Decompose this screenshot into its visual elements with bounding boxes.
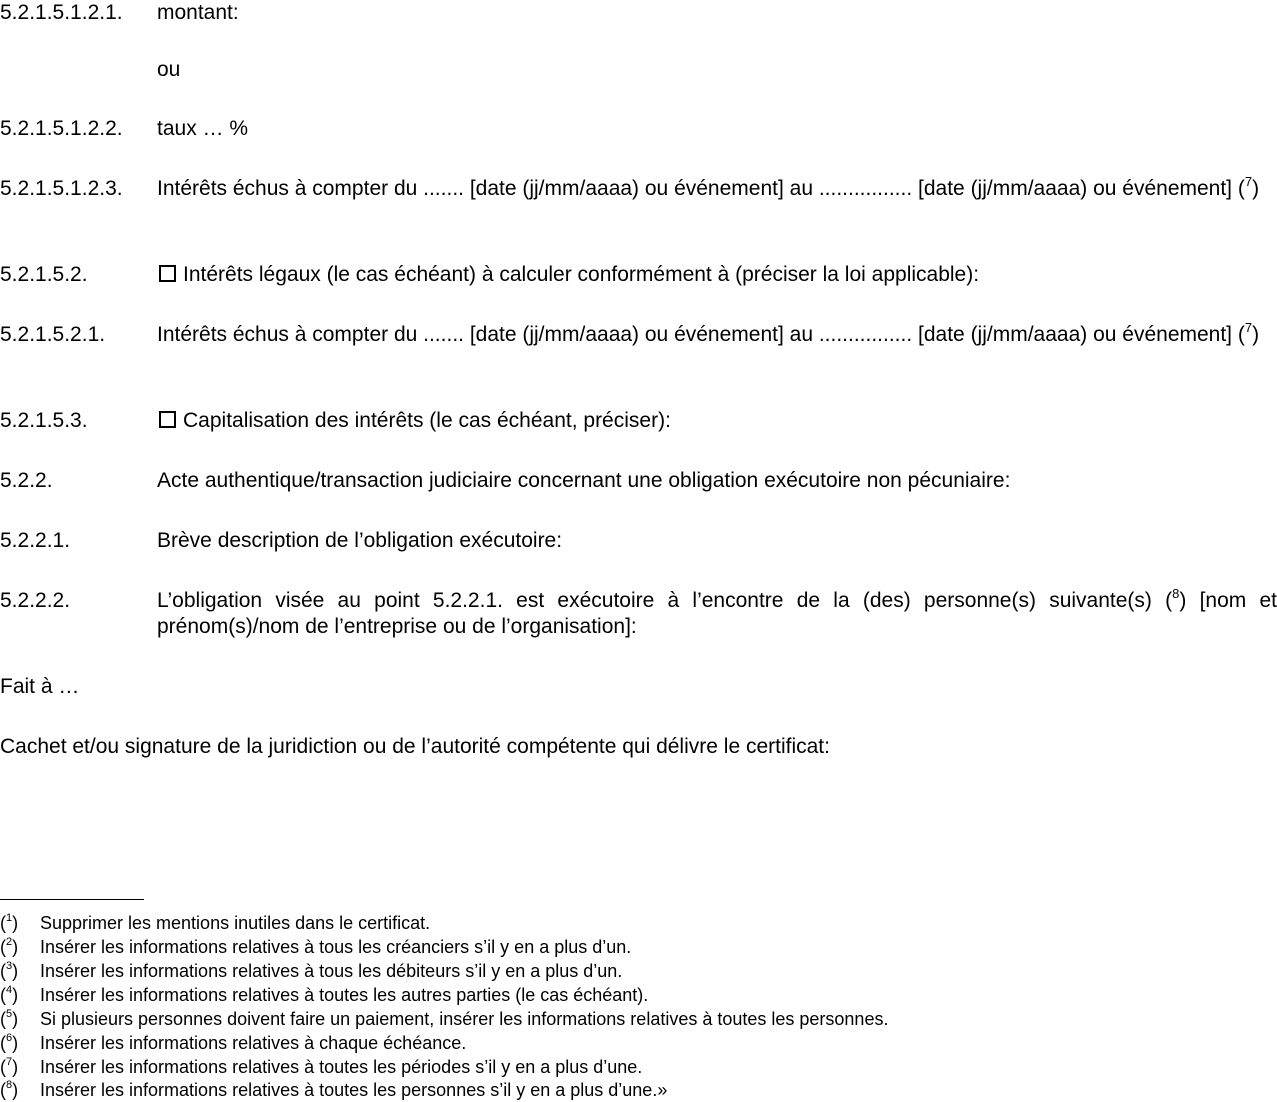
signature-text: Cachet et/ou signature de la juridiction ou de l’autorité compétente qui délivre le certificat: (0, 735, 830, 758)
footnote-text: Insérer les informations relatives à toutes les personnes s’il y en a plus d’une.» (40, 1080, 668, 1100)
paragraph-text: Intérêts légaux (le cas échéant) à calculer conformément à (préciser la loi applicable): (183, 263, 980, 286)
paragraph-number: 5.2.1.5.1.2.2. (0, 117, 123, 140)
paragraph-text: Acte authentique/transaction judiciaire concernant une obligation exécutoire non pécuniaire: (157, 469, 1011, 492)
paragraph-number: 5.2.1.5.1.2.3. (0, 177, 123, 200)
footnote-text: Supprimer les mentions inutiles dans le certificat. (40, 913, 431, 933)
footnote-text: Si plusieurs personnes doivent faire un paiement, insérer les informations relatives à toutes les personnes. (40, 1009, 889, 1029)
footnote-number: ($^7$) (0, 1056, 19, 1077)
footnote-ref: 7 (1244, 320, 1253, 335)
paragraph-number: 5.2.1.5.1.2.1. (0, 1, 123, 24)
paragraph-text: Capitalisation des intérêts (le cas échéant, préciser): (183, 409, 671, 432)
paragraph-body-a: L’obligation visée au point 5.2.2.1. est exécutoire à l’encontre de la (des) personne(s) suivante(s) ( (157, 589, 1173, 612)
paragraph-number: 5.2.2.2. (0, 589, 71, 612)
paragraph-text: Intérêts échus à compter du ....... [date (jj/mm/aaaa) ou événement] au ................ [date (jj/mm/aaaa) ou événement] ($^7$) (157, 174, 1260, 200)
paragraph-body: Intérêts échus à compter du ....... [date (jj/mm/aaaa) ou événement] au ................ [date (jj/mm/aaaa) ou événement] ( (157, 323, 1245, 346)
footnote-text: Insérer les informations relatives à chaque échéance. (40, 1033, 467, 1053)
footnote-number: ($^2$) (0, 936, 19, 957)
paragraph-text: Intérêts échus à compter du ....... [date (jj/mm/aaaa) ou événement] au ................ [date (jj/mm/aaaa) ou événement] ($^7$) (157, 320, 1260, 346)
footnote-number: ($^5$) (0, 1008, 19, 1029)
footnote-ref: 7 (1244, 174, 1253, 189)
footnote-number: ($^1$) (0, 912, 19, 933)
checkbox[interactable] (159, 265, 176, 282)
paragraph-text: montant: (157, 1, 239, 24)
paragraph-text: Brève description de l’obligation exécutoire: (157, 529, 563, 552)
footnote-number: ($^3$) (0, 960, 19, 981)
paragraph-body-b: ) [nom et prénom(s)/nom de l’entreprise ou de l’organisation]: (157, 589, 1277, 638)
footnote-text: Insérer les informations relatives à tous les débiteurs s’il y en a plus d’un. (40, 961, 623, 981)
footnote-number: ($^6$) (0, 1032, 19, 1053)
footnote-separator (0, 899, 144, 900)
paragraph-number: 5.2.2. (0, 469, 53, 492)
footnote-text: Insérer les informations relatives à toutes les périodes s’il y en a plus d’une. (40, 1057, 643, 1077)
paragraph-text: ou (157, 58, 181, 81)
paragraph-text: taux … % (157, 117, 249, 140)
checkbox[interactable] (159, 411, 176, 428)
footnote-number: ($^8$) (0, 1079, 19, 1100)
paragraph-body: Intérêts échus à compter du ....... [date (jj/mm/aaaa) ou événement] au ................ [date (jj/mm/aaaa) ou événement] ( (157, 177, 1245, 200)
paragraph-number: 5.2.1.5.3. (0, 409, 88, 432)
paragraph-number: 5.2.1.5.2.1. (0, 323, 106, 346)
footnote-text: Insérer les informations relatives à toutes les autres parties (le cas échéant). (40, 985, 649, 1005)
paragraph-number: 5.2.2.1. (0, 529, 71, 552)
footnote-ref: 8 (1172, 586, 1180, 601)
paragraph-text (157, 588, 1277, 640)
fait-text: Fait à … (0, 675, 80, 698)
footnote-text: Insérer les informations relatives à tous les créanciers s’il y en a plus d’un. (40, 937, 632, 957)
paragraph-number: 5.2.1.5.2. (0, 263, 88, 286)
footnote-number: ($^4$) (0, 984, 19, 1005)
